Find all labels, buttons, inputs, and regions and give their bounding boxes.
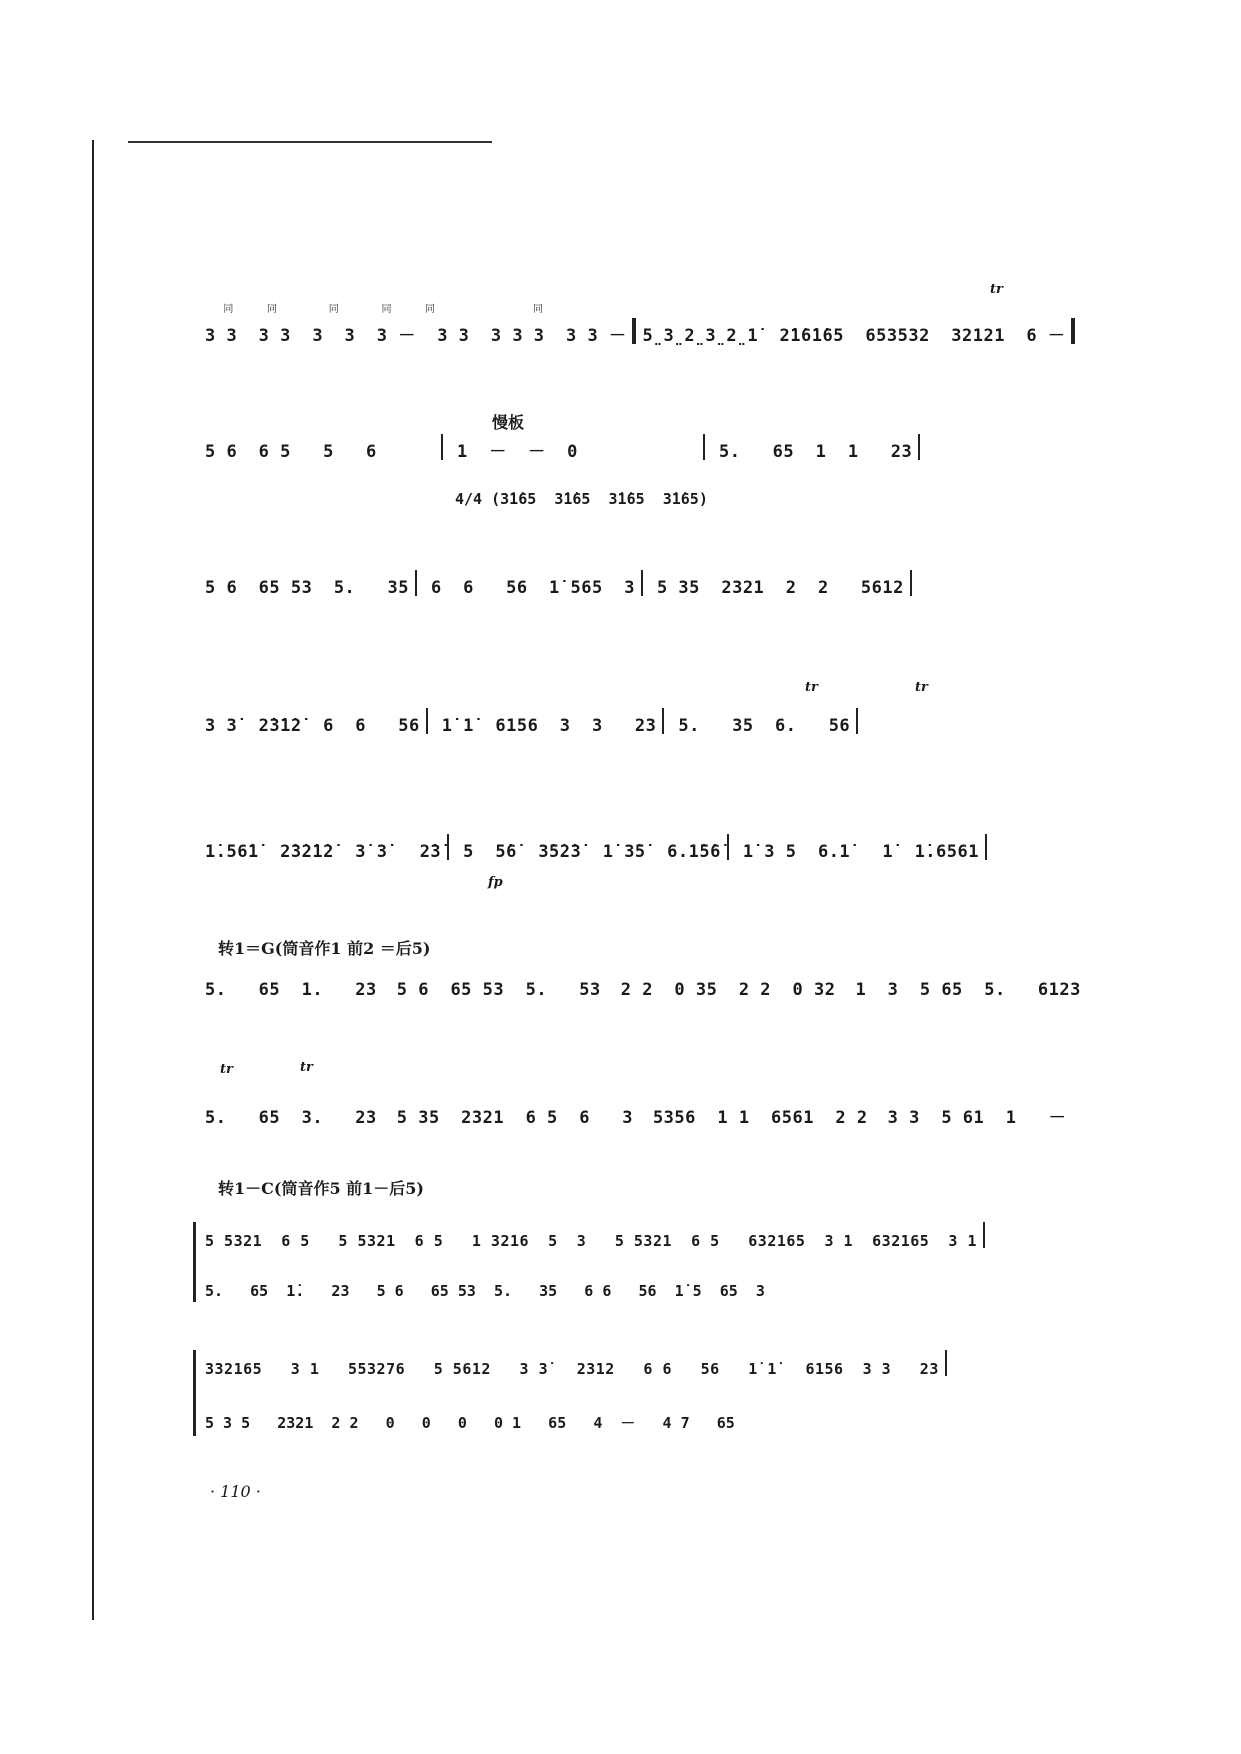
barline: [441, 434, 443, 460]
notation-line: [205, 432, 1045, 462]
tempo-marking: 慢板: [492, 413, 525, 432]
trill-mark: tr: [300, 1060, 313, 1075]
notation-line-upper: [205, 1220, 1045, 1250]
notation-line: [205, 316, 1066, 346]
trill-mark: tr: [805, 680, 818, 695]
notes: 2 2 0 35 2 2 0 32: [620, 980, 836, 1000]
barline: [856, 708, 858, 734]
barline: [662, 708, 664, 734]
dynamic-marking: fp: [488, 875, 503, 890]
barline: [632, 318, 636, 344]
notation-line: [205, 1098, 1067, 1128]
score-system-3: [205, 568, 1045, 598]
score-system-7: [205, 1098, 1067, 1128]
fingering-marks: 同 同 同 同 同 同: [205, 304, 549, 315]
notes: 332165 3 1 553276 5 5612 3 3̇ 2312 6 6 56 1̇ 1̇ 6156 3 3 23: [205, 1360, 939, 1378]
notes: 5 5321 6 5 5 5321 6 5 1 3216 5 3 5 5321 6 5 632165 3 1 632165 3 1: [205, 1232, 977, 1250]
barline: [918, 434, 920, 460]
system-brace: [193, 1350, 202, 1436]
key-change-label: 转1－C(筒音作5 前1－后5): [218, 1179, 424, 1198]
barline: [945, 1350, 947, 1376]
notes: 5̤3̤2̤3̤2̤1̇ 2̇1̇6̇1̇65 653532 32121 6 －: [642, 326, 1066, 346]
score-system-8: [205, 1220, 1045, 1250]
barline: [985, 834, 987, 860]
notes: 5 35 2321 2 2 5612: [656, 578, 904, 598]
notes: 1̇.56̇1̇ 2̇3̇2̇1̇2̇ 3̇ 3̇ 2̇3̇: [205, 842, 442, 862]
notes: 1̇ 1̇ 6156 3 3 23: [441, 716, 657, 736]
barline: [415, 570, 417, 596]
notes: 1 3 5 65 5. 6123: [855, 980, 1081, 1000]
accompaniment-line: 4/4 (3̇1̇65 3̇1̇65 3̇1̇65 3̇1̇65): [455, 490, 708, 508]
trill-mark: tr: [220, 1062, 233, 1077]
score-system-9: [205, 1348, 1045, 1378]
score-system-1: [205, 300, 1066, 346]
notation-line-upper: [205, 1348, 1045, 1378]
notation-line: [205, 832, 1045, 862]
accompaniment-line: 5 3 5 2321 2 2 0 0 0 0 1 65 4 － 4 7 65: [205, 1414, 735, 1432]
barline: [727, 834, 729, 860]
score-system-4: [205, 706, 1045, 736]
notes: 3 3 5 61 1 －: [887, 1108, 1067, 1128]
notes: 3 3̇ 2̇3̇1̇2̇ 6 6 56: [205, 716, 420, 736]
page-number: · 110 ·: [210, 1482, 261, 1501]
page-spine: [92, 140, 94, 1620]
notes: 3 3 3 3 3 3 3 － 3 3 3 3 3 3 3 －: [205, 326, 627, 346]
notes: 5 5̇6̇ 3̇5̇2̇3̇ 1̇ 3̇5̇ 6.1̇5̇6̇: [463, 842, 721, 862]
score-system-5: [205, 832, 1045, 862]
system-brace: [193, 1222, 202, 1302]
barline: [641, 570, 643, 596]
notes: 5 6 65 53 5. 53: [396, 980, 601, 1000]
notes: 5. 65 1. 23: [205, 980, 377, 1000]
trill-mark: tr: [915, 680, 928, 695]
barline: [426, 708, 428, 734]
barline: [703, 434, 705, 460]
score-system-2: [205, 432, 1045, 462]
notation-line: [205, 706, 1045, 736]
trill-mark: tr: [990, 282, 1003, 297]
notes: 5. 65 3. 23: [205, 1108, 377, 1128]
notes: 1 － － 0: [457, 442, 578, 462]
key-change-label: 转1＝G(筒音作1 前2 ＝后5): [218, 939, 431, 958]
notes: 1̇ 3 5 6.1̇ 1̇ 1̇.6561: [742, 842, 979, 862]
top-rule: [128, 141, 492, 143]
notation-line: [205, 568, 1045, 598]
barline: [447, 834, 449, 860]
notes: 5. 65 1 1 23: [719, 442, 913, 462]
notes: 5356 1 1 6561 2 2: [652, 1108, 868, 1128]
notes: 6 6 56 1̇ 565 3: [430, 578, 635, 598]
notation-line: [205, 970, 1081, 1000]
notes: 5 35 2321 6 5 6 3: [396, 1108, 633, 1128]
notes: 5 6 6 5 5 6: [205, 442, 377, 462]
score-system-6: [205, 970, 1081, 1000]
barline: [983, 1222, 985, 1248]
notes: 5. 35 6. 56: [678, 716, 851, 736]
notes: 5 6 65 53 5. 35: [205, 578, 409, 598]
accompaniment-line: 5. 65 1̇. 23 5 6 65 53 5. 35 6 6 56 1̇ 5 65 3: [205, 1282, 765, 1300]
barline: [1071, 318, 1075, 344]
barline: [910, 570, 912, 596]
